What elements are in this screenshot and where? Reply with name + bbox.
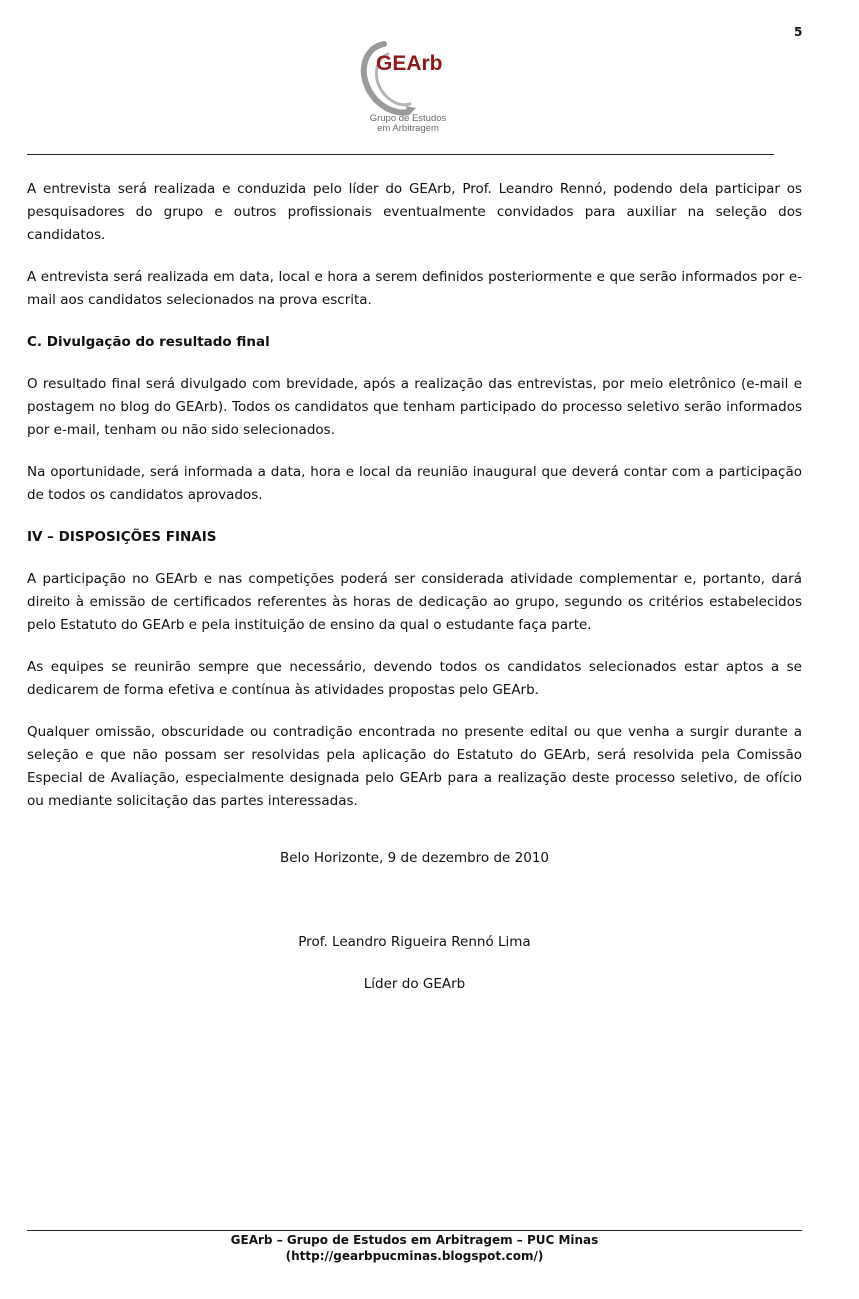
paragraph-inaugural-meeting: Na oportunidade, será informada a data, hora e local da reunião inaugural que deverá contar com a participação de todos os candidatos aprovados. [27, 464, 802, 503]
page-footer [0, 1232, 829, 1264]
logo-subtitle [348, 114, 468, 134]
footer-blog-url: (http://gearbpucminas.blogspot.com/) [285, 1249, 544, 1263]
signatory-name: Prof. Leandro Rigueira Rennó Lima [298, 934, 531, 950]
logo-wordmark: GEArb [376, 52, 443, 75]
logo-subtitle-line2: em Arbitragem [377, 123, 439, 134]
footer-org-name: GEArb – Grupo de Estudos em Arbitragem – PUC Minas [230, 1233, 599, 1247]
paragraph-final-result: O resultado final será divulgado com brevidade, após a realização das entrevistas, por meio eletrônico (e-mail e postagem no blog do GEArb). Todos os candidatos que tenham participado do processo seletivo serão informados por e-mail, tenham ou não sido selecionados. [27, 376, 802, 438]
paragraph-omissions: Qualquer omissão, obscuridade ou contradição encontrada no presente edital ou que venha a surgir durante a seleção e que não possam ser resolvidas pela aplicação do Estatuto do GEArb, será resolvida pela Comissão Especial de Avaliação, especialmente designada pelo GEArb para a realização deste processo seletivo, de ofício ou mediante solicitação das partes interessadas. [27, 724, 802, 809]
paragraph-team-meetings: As equipes se reunirão sempre que necessário, devendo todos os candidatos selecionados estar aptos a se dedicarem de forma efetiva e contínua às atividades propostas pelo GEArb. [27, 659, 802, 698]
logo-subtitle-line1: Grupo de Estudos [369, 113, 447, 124]
header-divider [27, 154, 774, 155]
footer-divider [27, 1230, 802, 1231]
paragraph-interview-schedule: A entrevista será realizada em data, local e hora a serem definidos posteriormente e que serão informados por e-mail aos candidatos selecionados na prova escrita. [27, 269, 802, 308]
section-heading-c: C. Divulgação do resultado final [27, 334, 270, 350]
page-number: 5 [794, 25, 803, 39]
section-heading-iv: IV – DISPOSIÇÕES FINAIS [27, 529, 217, 545]
document-body [27, 178, 802, 832]
paragraph-complementary-activity: A participação no GEArb e nas competições poderá ser considerada atividade complementar e, portanto, dará direito à emissão de certificados referentes às horas de dedicação ao grupo, segundo os critérios estabelecidos pelo Estatuto do GEArb e pela instituição de ensino da qual o estudante faça parte. [27, 571, 802, 633]
place-date: Belo Horizonte, 9 de dezembro de 2010 [279, 850, 550, 866]
paragraph-interview-conduct: A entrevista será realizada e conduzida pelo líder do GEArb, Prof. Leandro Rennó, podendo dela participar os pesquisadores do grupo e outros profissionais eventualmente convidados para auxiliar na seleção dos candidatos. [27, 181, 802, 243]
signatory-role: Líder do GEArb [363, 976, 466, 992]
